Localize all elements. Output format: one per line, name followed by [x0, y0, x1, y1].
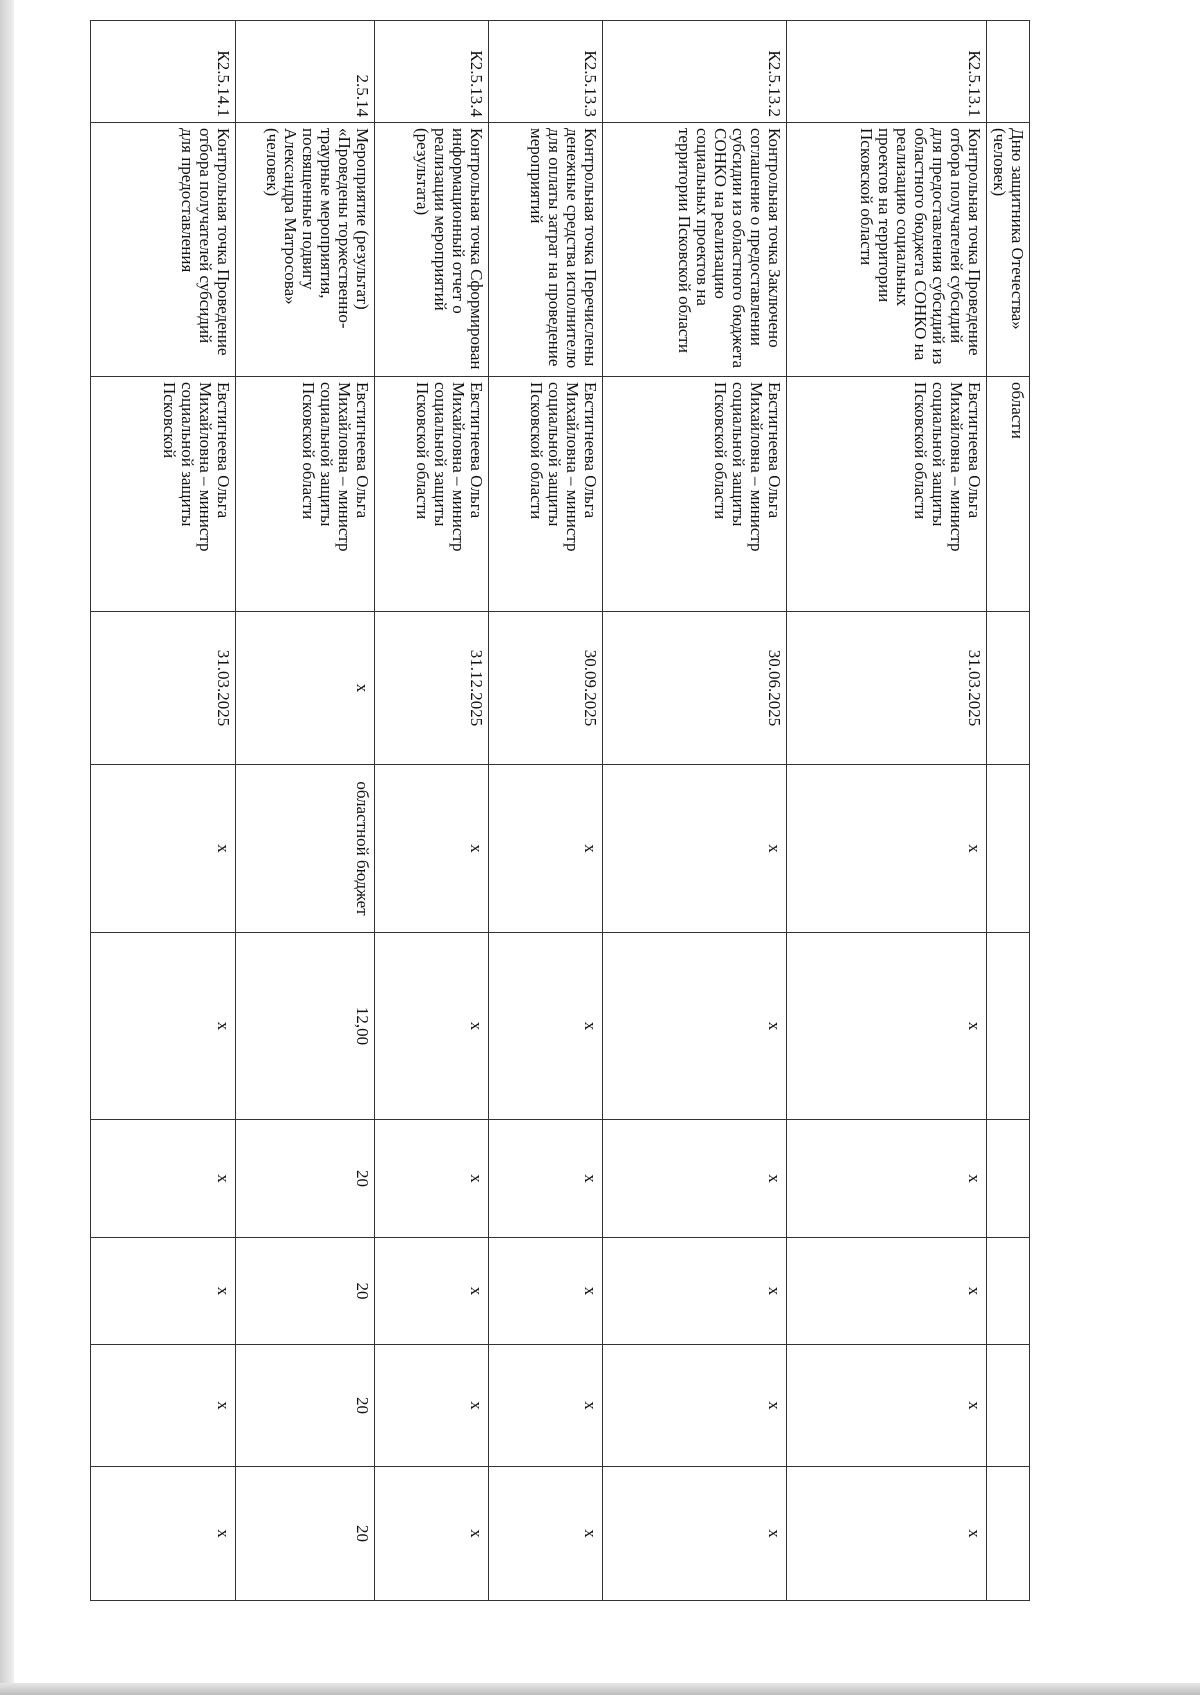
row-value-5: х [375, 1467, 489, 1601]
row-code: К2.5.13.3 [489, 21, 603, 123]
row-date: 31.03.2025 [787, 612, 987, 765]
table-row [603, 21, 787, 1601]
row-date: 30.09.2025 [489, 612, 603, 765]
row-value-3 [987, 1238, 1030, 1345]
row-value-1: х [603, 933, 787, 1120]
row-date: 30.06.2025 [603, 612, 787, 765]
row-responsible: Евстигнеева Ольга Михайловна – министр социальной защиты Псковской области [375, 377, 489, 612]
row-code: К2.5.13.1 [787, 21, 987, 123]
row-responsible: Евстигнеева Ольга Михайловна – министр социальной защиты Псковской области [787, 377, 987, 612]
table-row [375, 21, 489, 1601]
row-name: Контрольная точка Проведение отбора получателей субсидий для предоставления [91, 123, 236, 377]
row-value-2: х [489, 1120, 603, 1238]
row-value-3: 20 [236, 1238, 375, 1345]
table-row [236, 21, 375, 1601]
row-value-3: х [91, 1238, 236, 1345]
row-value-4: х [787, 1345, 987, 1467]
row-name: Контрольная точка Заключено соглашение о предоставлении субсидии из областного бюджета СОНКО на реализацию социальных проектов на территории Псковской области [603, 123, 787, 377]
row-value-2 [987, 1120, 1030, 1238]
row-responsible: Евстигнеева Ольга Михайловна – министр социальной защиты Псковской области [236, 377, 375, 612]
row-source: х [787, 765, 987, 933]
row-value-2: х [603, 1120, 787, 1238]
row-value-3: х [489, 1238, 603, 1345]
table-row [91, 21, 236, 1601]
row-value-1: х [489, 933, 603, 1120]
row-date: 31.03.2025 [91, 612, 236, 765]
row-value-4: х [603, 1345, 787, 1467]
row-value-2: х [91, 1120, 236, 1238]
row-value-5: 20 [236, 1467, 375, 1601]
row-responsible: области [987, 377, 1030, 612]
row-value-1: х [375, 933, 489, 1120]
row-value-1: х [787, 933, 987, 1120]
row-name: Мероприятие (результат) «Проведены торжественно-траурные мероприятия, посвященные подвигу Александра Матросова» (человек) [236, 123, 375, 377]
row-code: К2.5.13.2 [603, 21, 787, 123]
row-value-5: х [489, 1467, 603, 1601]
row-responsible: Евстигнеева Ольга Михайловна – министр социальной защиты Псковской [91, 377, 236, 612]
row-responsible: Евстигнеева Ольга Михайловна – министр социальной защиты Псковской области [489, 377, 603, 612]
row-source: х [375, 765, 489, 933]
row-value-4: х [489, 1345, 603, 1467]
row-name: Контрольная точка Перечислены денежные средства исполнителю для оплаты затрат на проведение мероприятий [489, 123, 603, 377]
row-value-1 [987, 933, 1030, 1120]
row-date [987, 612, 1030, 765]
scan-bottom-edge [0, 1683, 1200, 1695]
row-value-5: х [603, 1467, 787, 1601]
row-code: 2.5.14 [236, 21, 375, 123]
row-responsible: Евстигнеева Ольга Михайловна – министр социальной защиты Псковской области [603, 377, 787, 612]
row-source [987, 765, 1030, 933]
row-value-1: х [91, 933, 236, 1120]
row-value-5 [987, 1467, 1030, 1601]
row-value-4 [987, 1345, 1030, 1467]
scan-left-edge [0, 0, 14, 1695]
row-source: х [91, 765, 236, 933]
row-name: Дню защитника Отечества» (человек) [987, 123, 1030, 377]
row-code: К2.5.13.4 [375, 21, 489, 123]
row-value-3: х [603, 1238, 787, 1345]
row-value-4: х [91, 1345, 236, 1467]
row-name: Контрольная точка Проведение отбора получателей субсидий для предоставления субсидий из областного бюджета СОНКО на реализацию социальных проектов на территории Псковской области [787, 123, 987, 377]
row-value-2: х [787, 1120, 987, 1238]
row-value-5: х [91, 1467, 236, 1601]
row-value-4: х [375, 1345, 489, 1467]
row-date: 31.12.2025 [375, 612, 489, 765]
row-value-1: 12,00 [236, 933, 375, 1120]
plan-table [90, 20, 1030, 1601]
table-row [489, 21, 603, 1601]
row-value-2: 20 [236, 1120, 375, 1238]
table-row [787, 21, 987, 1601]
row-source: х [603, 765, 787, 933]
row-value-2: х [375, 1120, 489, 1238]
row-name: Контрольная точка Сформирован информационный отчет о реализации мероприятий (результата) [375, 123, 489, 377]
row-value-3: х [375, 1238, 489, 1345]
row-source: областной бюджет [236, 765, 375, 933]
row-source: х [489, 765, 603, 933]
row-value-3: х [787, 1238, 987, 1345]
row-date: х [236, 612, 375, 765]
row-value-5: х [787, 1467, 987, 1601]
row-code [987, 21, 1030, 123]
row-code: К2.5.14.1 [91, 21, 236, 123]
table-row [987, 21, 1030, 1601]
rotated-page [100, 20, 1030, 1600]
row-value-4: 20 [236, 1345, 375, 1467]
